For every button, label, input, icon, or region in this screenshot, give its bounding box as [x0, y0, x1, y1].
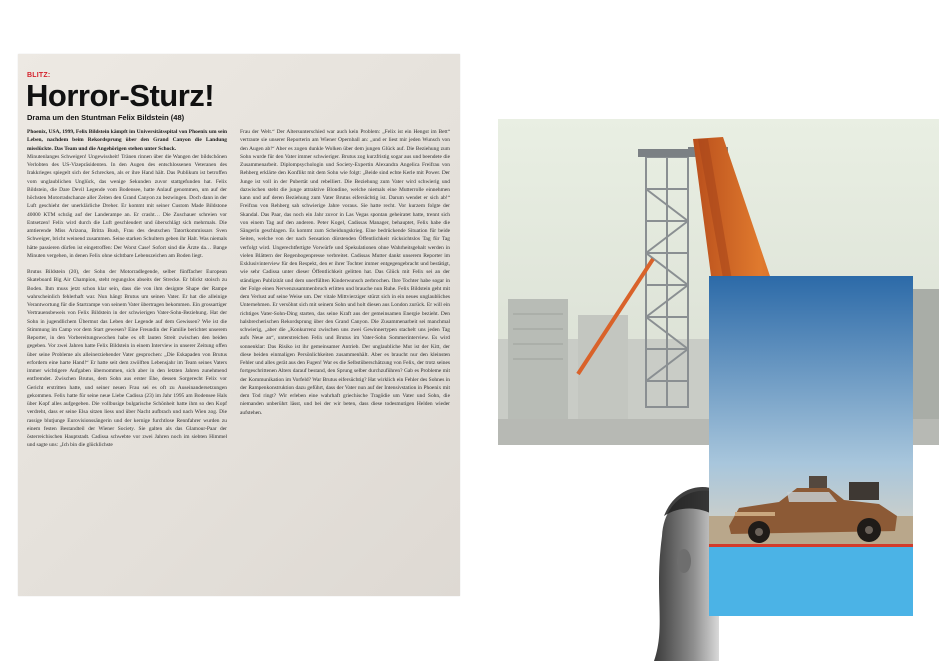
article-paragraph: Frau der Welt.“ Der Altersunterschied war auch kein Problem: „Felix ist ein Hengst im Bett“ vertraute sie unserer Reporterin am Wiener Opernball an: „und er liest mir jeden Wunsch von den Augen ab!“ Aber es zogen dunkle Wolken über dem jungen Glück auf. Die Beziehung zum Sohn wurde für den Vater immer schwieriger. Brutus zog kurzfristig sogar aus und beendete die Zusammenarbeit. Diplompsychologin und Society-Expertin Alexandra Angelica Freifrau von Rehberg erklärte den Konflikt mit dem Sohn wie folgt: „Beide sind echte Kerle mit Power. Der Junge ist voll in der Pubertät und rebelliert. Die Beziehung zum Vater wird schwierig und dazwischen steht die junge attraktive Blondine, welche niemals eine Mutterrolle einnehmen kann und auf deren Beziehung zum Vater Brutus eifersüchtig ist. Darum wendet er sich ab!“ Freifrau von Rehberg sah schwierige Jahre voraus. Sie hatte recht. Vor kurzem folgte der Skandal. Das Paar, das noch ein Jahr zuvor in Las Vegas spontan geheiratet hatte, trennt sich von einem Tag auf den anderen. Peter Kogel, Cadissas Manager, behauptet, Felix habe die Sängerin geschlagen. Es kommt zum Scheidungskrieg. Eine bedrückende Situation für beide Seiten, welche von der nach Sensation dürstenden Öffentlichkeit rücksichtslos Tag für Tag verfolgt wird. Ungerechtfertigte Vorwürfe und Spekulationen ohne Wahrheitsgehalt werden in vielen Blättern der Regenbogenpresse verbreitet. Cadissas Mutter dankt unserem Reporter im Exklusivinterview für den Respekt, den er ihrer Tochter immer entgegengebracht und bestätigt, wie sehr Cadissa unter dieser Öffentlichkeit gelitten hat. Das Glück mit Felix sei an der ständigen Publizität und dem unerfüllten Kinderwunsch zerbrochen. Ihre Tochter habe sogar in der Folge einen Nervenzusammenbruch erlitten und brauche nun Ruhe. Felix Bildstein geht mit dem Verlust auf seine Weise um. Der vitale Mittvierziger stürzt sich in ein neues unglaubliches Unternehmen. Er versöhnt sich mit seinem Sohn und holt diesen aus London zurück. Er will ein richtiges Vater-Sohn-Ding starten, das seine Kraft aus der gemeinsamen Energie bezieht. Den halsbrecherischen Rekordsprung über den Grand Canyon. Die Zusammenarbeit sei manchmal schwierig, „aber die „Konkurrenz zwischen uns zwei Gewinnertypen stachelt uns jeden Tag aufs Neue an“, unterstreichen Felix und Brutus im Vater-Sohn Sommerinterview. Es wird sonnenklar: Das Risiko ist ihr gemeinsamer Antrieb. Der unglaubliche Mut ist der Kitt, der diese beiden einmaligen Persönlichkeiten zusammenhält. Aber es braucht nur den kleinsten Fehler und alles gerät aus den Fugen! War es die Selbstüberschätzung von Felix, der trotz seines fortgeschrittenen Alters darauf bestand, den Sprung selber durchzuführen? Gab es Probleme mit der Kommunikation im Vorfeld? War Brutus eifersüchtig? Hat wirklich ein Fehler des Sohnes in der Rampenkonstruktion dazu geführt, dass der Vater nun auf der Intensivstation in Phoenix mit dem Tod ringt? Wir erleben eine wahrhaft griechische Tragödie um Vater und Sohn, die niemanden unberührt lässt, und bei der wir beten, dass diese todesmutigen Helden wieder aufstehen.	[240, 129, 450, 416]
article-column-left	[27, 128, 227, 450]
desert-car-poster	[709, 276, 913, 616]
newspaper-article	[18, 54, 460, 596]
article-paragraph: Minutenlanges Schweigen! Ungewissheit! Tränen rinnen über die Wangen der bildschönen Verlobten des US-Vizepräsidenten. In den Augen des entschlossenen Veteranen des Irakkrieges spiegelt sich der Schrecken, als er ihre Hand hält. Das Publikum ist betroffen vom unglaublichen Unglück, das wenige Sekunden zuvor stattgefunden hat. Felix Bildstein, die Dare Devil Legende vom Bodensee, hatte Anlauf genommen, um auf der höchsten Motorradschanze aller Zeiten den Grand Canyon zu bezwingen. Doch dann in der Luft geschieht der unerklärliche Dreher. Er kommt mit seiner Custom Made Bildstone 40000 KTM schräg auf der Landerampe an. Er crasht… Die Zuschauer schreien vor Entsetzen! Felix wird durch die Luft geschleudert und überschlägt sich mehrmals. Die amtierende Miss Arizona, Britta Bush, Frau des deutschen Tatortkommissars Sven Schweiger, bricht weinend zusammen. Seine starken Schultern geben ihr Halt. Was niemals hätte passieren dürfen ist eingetroffen: Der Worst Case! Sofort sind die Ärzte da… Bange Minuten vergehen, in denen Felix ohne sichtbare Lebenszeichen am Boden liegt.	[27, 153, 227, 259]
article-subhead: Drama um den Stuntman Felix Bildstein (48)	[27, 113, 185, 122]
article-kicker: BLITZ:	[27, 72, 51, 79]
article-headline: Horror-Sturz!	[26, 78, 215, 113]
article-lead: Phoenix, USA, 1999, Felix Bildstein kämpft im Universitätsspital von Phoenix um sein Leben, nachdem beim Rekordsprung über den Grand Canyon die Landung misslückte. Das Team und die Angehörigen stehen unter Schock.	[27, 129, 227, 152]
article-column-right	[240, 128, 450, 417]
article-paragraph: Brutus Bildstein (20), der Sohn der Motorradlegende, selber fünffacher European Skateboard Big Air Champion, steht regungslos abseits der Strecke. Er blickt stoisch zu Boden. Ihm muss jetzt schon klar sein, dass die von ihm designte Shape der Rampe wahrscheinlich fehlerhaft war. Nun hängt Brutus um seinen Vater. Er hat die alleinige Verantwortung für die Startrampe von seinem Vater übertragen bekommen. Ein grossartiger Vertrauensbeweis von Felix Bildstein in der schwierigen Vater-Sohn-Beziehung. Hat der Sohn in jugendlichem Übermut das Leben der Legende auf dem Gewissen? Wie ist die Stimmung im Camp vor dem Start gewesen? Eine Freundin der Familie berichtet unserem Reporter, in den Vorbereitungswochen habe es oft lauten Streit zwischen den beiden gegeben. Vor zwei Jahren hatte Felix Bildstein in einem Interview in unserer Zeitung offen über seine Probleme als alleinerziehender Vater gesprochen: „Die Eskapaden von Brutus erfordern eine harte Hand!“ Er hatte seit dem zwölften Lebensjahr im Team seines Vaters immer wichtigere Aufgaben übernommen, sich aber in den letzten Jahren zunehmend entfremdet. Zwischen Brutus, dem Sohn aus erster Ehe, dessen Sorgerecht Felix vor Gericht erstritten hatte, und seiner neuen Frau sei es oft zu Auseinandersetzungen gekommen. Felix hatte für seine neue Liebe Cadissa (23) im Jahr 1995 am Bodensee Hals über Kopf alles aufgegeben. Die vollbusige bulgarische Schönheit hatte ihm so den Kopf verdreht, dass er seine Elsa sitzen liess und über Nacht aufbrach und nach Wien zog. Die rassige blutjunge Eurovisionssängerin und der kernige furchtlose Rennfahrer wurden zu einem festen Bestandteil der Wiener Society. Sie galten als das Glamour-Paar der österreichischen Hauptstadt. Cadissa schwebte vor zwei Jahren noch im siebten Himmel und sagte uns: „Ich bin die glücklichste	[27, 269, 227, 449]
